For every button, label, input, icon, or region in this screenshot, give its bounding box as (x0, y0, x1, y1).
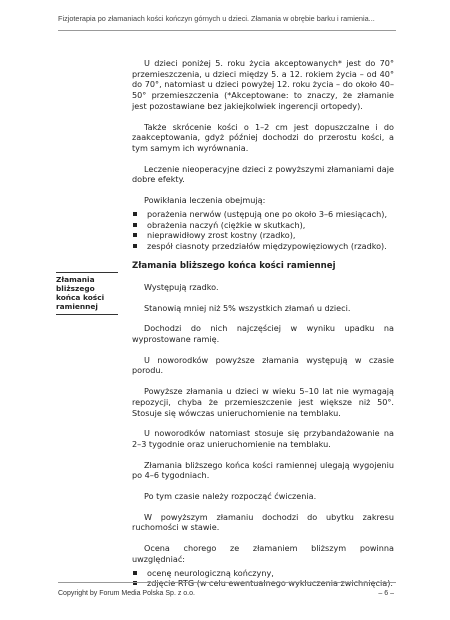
paragraph: Występują rzadko. (144, 281, 219, 292)
list-item: porażenia nerwów (ustępują one po około 3–6 miesiącach), (132, 209, 394, 220)
running-header: Fizjoterapia po złamaniach kości kończyn górnych u dzieci. Złamania w obrębie barku i ramienia... (58, 14, 375, 23)
paragraph: Leczenie nieoperacyjne dzieci z powyższymi złamaniami daje dobre efekty. (132, 163, 394, 185)
paragraph: Ocena chorego ze złamaniem bliższym powinna uwzględniać: (132, 543, 394, 564)
list-item: zespół ciasnoty przedziałów międzypowięziowych (rzadko). (132, 241, 394, 252)
paragraph: Po tym czasie należy rozpocząć ćwiczenia. (144, 491, 317, 502)
paragraph: Także skrócenie kości o 1–2 cm jest dopuszczalne i do zaakceptowania, gdyż później dochodzi do przerostu kości, a tym samym ich wyrównania. (132, 121, 394, 153)
header-divider (58, 30, 396, 31)
list-item: zdjęcie RTG (w celu ewentualnego wykluczenia zwichnięcia). (132, 578, 394, 589)
paragraph: Dochodzi do nich najczęściej w wyniku upadku na wyprostowane ramię. (132, 323, 394, 345)
paragraph: W powyższym złamaniu dochodzi do ubytku zakresu ruchomości w stawie. (132, 511, 394, 533)
list-item: nieprawidłowy zrost kostny (rzadko), (132, 230, 394, 241)
assessment-list (132, 568, 394, 590)
page-number: – 6 – (378, 590, 394, 597)
section-heading: Złamania bliższego końca kości ramiennej (132, 260, 336, 271)
bullet-icon (133, 233, 137, 237)
bullet-icon (133, 223, 137, 227)
list-item: ocenę neurologiczną kończyny, (132, 568, 394, 579)
copyright-text: Copyright by Forum Media Polska Sp. z o.o. (58, 590, 195, 597)
complications-list (132, 209, 394, 252)
margin-note: Złamania bliższego końca kości ramiennej (56, 272, 118, 315)
bullet-icon (133, 244, 137, 248)
paragraph: Złamania bliższego końca kości ramiennej ulegają wygojeniu po 4–6 tygodniach. (132, 459, 394, 481)
paragraph: Powikłania leczenia obejmują: (144, 195, 266, 206)
paragraph: Stanowią mniej niż 5% wszystkich złamań u dzieci. (144, 302, 351, 313)
paragraph: U dzieci poniżej 5. roku życia akceptowanych* jest do 70° przemieszczenia, u dzieci między 5. a 12. rokiem życia – od 40° do 70°, natomiast u dzieci powyżej 12. roku życia – do około 40–50° przemieszczenia (*Akceptowane: to znaczy, że złamanie jest pozostawiane bez jakiejkolwiek ingerencji ortopedy). (132, 58, 394, 111)
paragraph: Powyższe złamania u dzieci w wieku 5–10 lat nie wymagają repozycji, chyba że przemieszczenie jest większe niż 50°. Stosuje się wówczas unieruchomienie na temblaku. (132, 386, 394, 418)
footer-divider (58, 582, 396, 583)
paragraph: U noworodków powyższe złamania występują w czasie porodu. (132, 354, 394, 376)
list-item: obrażenia naczyń (ciężkie w skutkach), (132, 220, 394, 231)
body-column (132, 58, 394, 598)
paragraph: U noworodków natomiast stosuje się przybandażowanie na 2–3 tygodnie oraz unieruchomienie na temblaku. (132, 428, 394, 449)
bullet-icon (133, 571, 137, 575)
bullet-icon (133, 212, 137, 216)
